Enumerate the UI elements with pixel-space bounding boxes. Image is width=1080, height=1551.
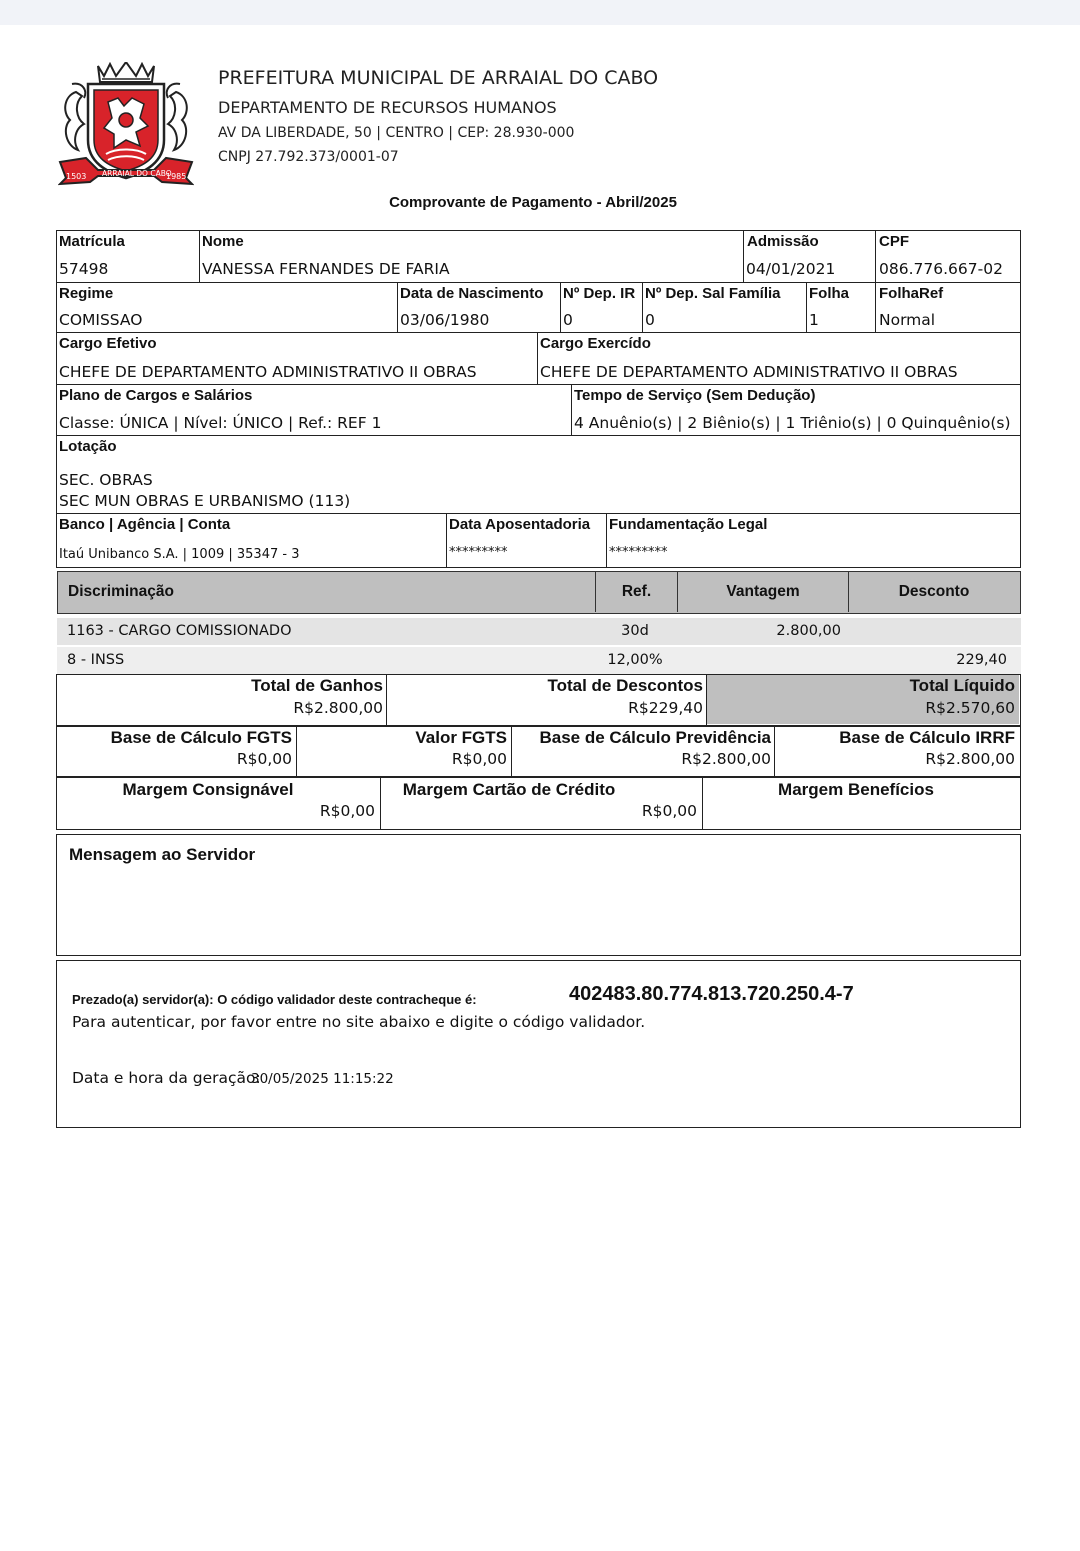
validation-box	[56, 960, 1021, 1128]
total-descontos-label: Total de Descontos	[547, 676, 703, 695]
nascimento-value: 03/06/1980	[400, 311, 490, 329]
validation-code: 402483.80.774.813.720.250.4-7	[569, 983, 854, 1005]
tempo-servico-label: Tempo de Serviço (Sem Dedução)	[574, 387, 816, 404]
base-previdencia-value: R$2.800,00	[681, 750, 771, 768]
city-crest-logo	[58, 62, 194, 188]
tempo-servico-value: 4 Anuênio(s) | 2 Biênio(s) | 1 Triênio(s) | 0 Quinquênio(s)	[574, 414, 1011, 432]
banco-label: Banco | Agência | Conta	[59, 516, 231, 533]
generated-label: Data e hora da geração:	[72, 1069, 261, 1087]
total-ganhos-label: Total de Ganhos	[251, 676, 383, 695]
col-discriminacao: Discriminação	[68, 583, 174, 600]
folha-value: 1	[809, 311, 819, 329]
fundamentacao-label: Fundamentação Legal	[609, 516, 768, 533]
cargo-efetivo-label: Cargo Efetivo	[59, 335, 157, 352]
table-row	[57, 647, 1021, 674]
row-desc: 8 - INSS	[67, 652, 125, 668]
folharef-value: Normal	[879, 311, 936, 329]
plano-label: Plano de Cargos e Salários	[59, 387, 253, 404]
margem-beneficios-label: Margem Benefícios	[778, 780, 934, 799]
base-previdencia-label: Base de Cálculo Previdência	[539, 728, 771, 747]
validation-instructions: Para autenticar, por favor entre no site abaixo e digite o código validador.	[72, 1013, 646, 1031]
top-bar	[0, 0, 1080, 25]
total-liquido-label: Total Líquido	[909, 676, 1015, 695]
col-vantagem: Vantagem	[726, 583, 800, 600]
cargo-efetivo-value: CHEFE DE DEPARTAMENTO ADMINISTRATIVO II OBRAS	[59, 363, 477, 381]
table-row	[57, 618, 1021, 645]
row-desconto	[857, 618, 1007, 645]
cpf-value: 086.776.667-02	[879, 260, 1003, 278]
admissao-value: 04/01/2021	[746, 260, 836, 278]
base-fgts-value: R$0,00	[236, 750, 292, 768]
row-desc: 1163 - CARGO COMISSIONADO	[67, 623, 292, 639]
base-fgts-label: Base de Cálculo FGTS	[110, 728, 292, 747]
col-desconto: Desconto	[898, 583, 970, 600]
lotacao-label: Lotação	[59, 438, 117, 455]
lotacao-line-2: SEC MUN OBRAS E URBANISMO (113)	[59, 492, 351, 510]
dep-ir-label: Nº Dep. IR	[563, 285, 636, 302]
message-label: Mensagem ao Servidor	[69, 845, 256, 864]
col-ref: Ref.	[621, 583, 652, 600]
generated-value: 30/05/2025 11:15:22	[251, 1071, 394, 1087]
fundamentacao-value: *********	[609, 545, 668, 560]
regime-value: COMISSAO	[59, 311, 143, 329]
dep-sal-label: Nº Dep. Sal Família	[645, 285, 781, 302]
admissao-label: Admissão	[747, 233, 819, 250]
dep-ir-value: 0	[563, 311, 573, 329]
aposentadoria-value: *********	[449, 545, 508, 560]
row-desconto: 229,40	[956, 652, 1007, 668]
row-vantagem: 2.800,00	[776, 623, 841, 639]
validation-prompt: Prezado(a) servidor(a): O código validador deste contracheque é:	[72, 992, 477, 1007]
banco-value: Itaú Unibanco S.A. | 1009 | 35347 - 3	[59, 547, 300, 562]
org-department: DEPARTAMENTO DE RECURSOS HUMANOS	[218, 98, 557, 117]
row-vantagem	[697, 647, 841, 674]
regime-label: Regime	[59, 285, 114, 302]
total-ganhos-value: R$2.800,00	[293, 699, 383, 717]
margem-consignavel-value: R$0,00	[319, 802, 375, 820]
items-table-header	[57, 571, 1021, 614]
crest-motto: ARRAIAL DO CABO	[102, 169, 172, 178]
dep-sal-value: 0	[645, 311, 655, 329]
org-name: PREFEITURA MUNICIPAL DE ARRAIAL DO CABO	[218, 67, 659, 89]
margem-cartao-value: R$0,00	[641, 802, 697, 820]
margem-consignavel-label: Margem Consignável	[122, 780, 294, 799]
lotacao-line-1: SEC. OBRAS	[59, 471, 153, 489]
org-cnpj: CNPJ 27.792.373/0001-07	[218, 149, 399, 165]
margem-cartao-label: Margem Cartão de Crédito	[402, 780, 616, 799]
total-descontos-value: R$229,40	[628, 699, 703, 717]
valor-fgts-label: Valor FGTS	[415, 728, 507, 747]
folharef-label: FolhaRef	[879, 285, 944, 302]
matricula-label: Matrícula	[59, 233, 125, 250]
crest-right-year: 1985	[166, 172, 187, 181]
base-irrf-label: Base de Cálculo IRRF	[839, 728, 1015, 747]
cargo-exercido-value: CHEFE DE DEPARTAMENTO ADMINISTRATIVO II OBRAS	[540, 363, 958, 381]
crest-left-year: 1503	[66, 172, 87, 181]
row-ref: 30d	[621, 623, 649, 639]
row-ref: 12,00%	[607, 652, 663, 668]
nome-value: VANESSA FERNANDES DE FARIA	[202, 260, 450, 278]
nascimento-label: Data de Nascimento	[400, 285, 544, 302]
matricula-value: 57498	[59, 260, 109, 278]
org-address: AV DA LIBERDADE, 50 | CENTRO | CEP: 28.930-000	[218, 125, 575, 141]
total-liquido-value: R$2.570,60	[925, 699, 1015, 717]
document-title: Comprovante de Pagamento - Abril/2025	[389, 194, 677, 211]
aposentadoria-label: Data Aposentadoria	[449, 516, 591, 533]
nome-label: Nome	[202, 233, 244, 250]
folha-label: Folha	[809, 285, 849, 302]
cpf-label: CPF	[879, 233, 909, 250]
cargo-exercido-label: Cargo Exercído	[540, 335, 651, 352]
valor-fgts-value: R$0,00	[451, 750, 507, 768]
base-irrf-value: R$2.800,00	[925, 750, 1015, 768]
plano-value: Classe: ÚNICA | Nível: ÚNICO | Ref.: REF 1	[59, 414, 382, 432]
